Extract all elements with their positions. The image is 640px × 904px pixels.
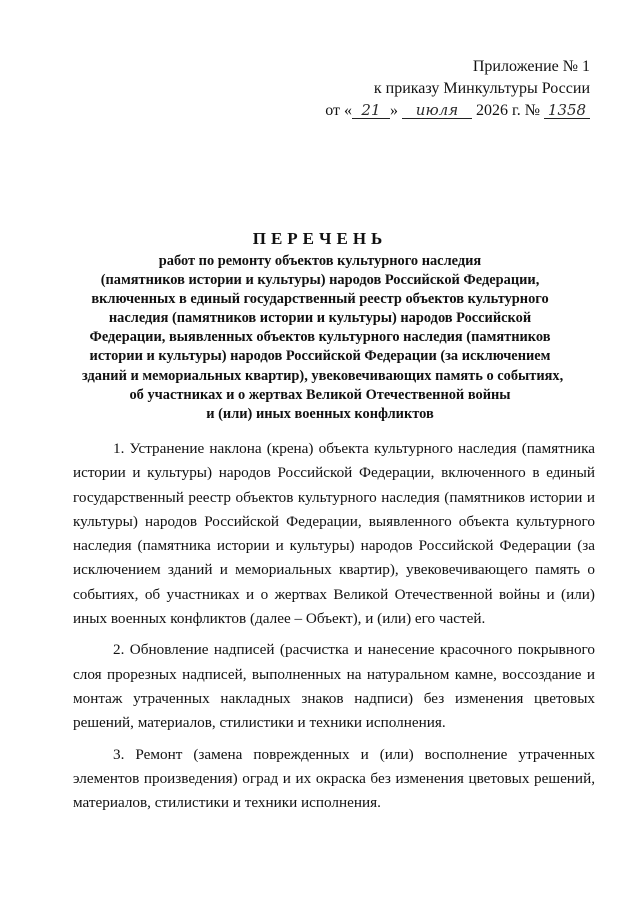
appendix-order-ref: к приказу Минкультуры России [373, 80, 590, 97]
paragraph-2: 2. Обновление надписей (расчистка и нанесение красочного покрывного слоя прорезных надписей, выполненных на натуральном камне, воссоздание и монтаж утраченных накладных знаков надписи) без изменения цветовых решений, материалов, стилистики и техники исполнения. [73, 641, 595, 732]
appendix-block [300, 56, 590, 122]
handwritten-order-number: 1358 [544, 102, 590, 119]
subtitle-line: зданий и мемориальных квартир), увековечивающих память о событиях, [82, 367, 564, 384]
document-heading: ПЕРЕЧЕНЬ [252, 229, 388, 248]
subtitle-line: Федерации, выявленных объектов культурного наследия (памятников [89, 329, 551, 346]
paragraph-1: 1. Устранение наклона (крена) объекта культурного наследия (памятника истории и культуры) народов Российской Федерации, включенного в единый государственный реестр объектов культурного наследия (памятников истории и культуры) народов Российской Федерации, выявленного объекта культурного наследия (памятника истории и культуры) народов Российской Федерации (за исключением зданий и мемориальных квартир), увековечивающего память о событиях, об участниках и о жертвах Великой Отечественной войны и (или) иных военных конфликтов (далее – Объект), и (или) его частей. [73, 440, 595, 628]
paragraph-3: 3. Ремонт (замена поврежденных и (или) восполнение утраченных элементов произведения) оград и их окраска без изменения цветовых решений, материалов, стилистики и техники исполнения. [73, 745, 595, 812]
subtitle-line: наследия (памятников истории и культуры) народов Российской [108, 310, 532, 327]
appendix-title: Приложение № 1 [472, 58, 590, 75]
subtitle-line: включенных в единый государственный реестр объектов культурного [91, 291, 549, 308]
subtitle-line: работ по ремонту объектов культурного наследия [158, 253, 482, 269]
subtitle-line: (памятников истории и культуры) народов Российской Федерации, [100, 272, 540, 289]
subtitle-line: истории и культуры) народов Российской Федерации (за исключением [89, 348, 551, 365]
handwritten-month: июля [402, 102, 472, 119]
appendix-date-line [300, 100, 590, 122]
date-year: 2026 г. № [475, 102, 540, 119]
document-body [73, 437, 595, 822]
date-prefix: от « [325, 102, 352, 119]
document-subtitle [82, 252, 564, 424]
date-quote-close: » [389, 102, 398, 119]
subtitle-line: и (или) иных военных конфликтов [206, 405, 434, 422]
subtitle-line: об участниках и о жертвах Великой Отечественной войны [129, 386, 511, 403]
handwritten-day: 21 [352, 102, 390, 119]
